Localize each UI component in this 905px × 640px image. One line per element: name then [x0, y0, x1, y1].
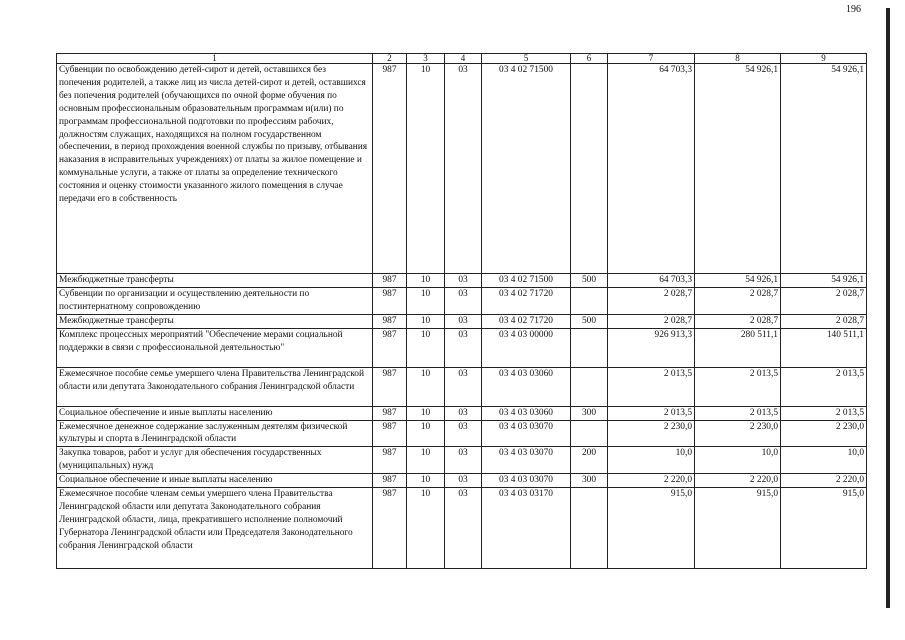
- amount-year-2: 915,0: [695, 488, 781, 569]
- code-ministry: 987: [373, 287, 407, 314]
- table-row: [57, 420, 867, 447]
- row-description: Субвенции по освобождению детей-сирот и детей, оставшихся без попечения родителей, а также лиц из числа детей-сирот и детей, оставшихся без попечения родителей (обучающихся по очной форме обучения по основным профессиональным образовательным программам и(или) по программам профессиональной подготовки по профессиям рабочих, должностям служащих, находящихся на полном государственном обеспечении, в период прохождения военной службы по призыву, отбывания наказания в исправительных учреждениях) от платы за жилое помещение и коммунальные услуги, а также от платы за определение технического состояния и оценку стоимости указанного жилого помещения в случае передачи его в собственность: [57, 64, 373, 274]
- row-description: Социальное обеспечение и иные выплаты населению: [57, 474, 373, 488]
- row-description: Ежемесячное денежное содержание заслуженным деятелям физической культуры и спорта в Ленинградской области: [57, 420, 373, 447]
- amount-year-1: 2 028,7: [608, 287, 695, 314]
- table-row: [57, 287, 867, 314]
- code-ministry: 987: [373, 367, 407, 406]
- amount-year-3: 54 926,1: [781, 64, 867, 274]
- amount-year-1: 10,0: [608, 447, 695, 474]
- amount-year-1: 64 703,3: [608, 274, 695, 288]
- code-target-article: 03 4 02 71500: [482, 64, 571, 274]
- code-subsection: 03: [445, 406, 482, 420]
- table-row: [57, 406, 867, 420]
- code-expense-type: 300: [571, 474, 608, 488]
- amount-year-1: 64 703,3: [608, 64, 695, 274]
- row-description: Межбюджетные трансферты: [57, 314, 373, 328]
- amount-year-2: 2 013,5: [695, 367, 781, 406]
- amount-year-3: 2 028,7: [781, 287, 867, 314]
- code-target-article: 03 4 03 03070: [482, 447, 571, 474]
- code-ministry: 987: [373, 64, 407, 274]
- code-target-article: 03 4 03 03070: [482, 420, 571, 447]
- code-ministry: 987: [373, 474, 407, 488]
- amount-year-2: 2 013,5: [695, 406, 781, 420]
- amount-year-1: 2 013,5: [608, 367, 695, 406]
- row-description: Субвенции по организации и осуществлению деятельности по постинтернатному сопровождению: [57, 287, 373, 314]
- code-section: 10: [407, 274, 445, 288]
- header-cell: 6: [571, 54, 608, 64]
- amount-year-3: 2 028,7: [781, 314, 867, 328]
- header-cell: 2: [373, 54, 407, 64]
- code-subsection: 03: [445, 488, 482, 569]
- header-cell: 4: [445, 54, 482, 64]
- table-header-row: [57, 54, 867, 64]
- code-subsection: 03: [445, 328, 482, 367]
- page-number: 196: [846, 4, 861, 15]
- code-subsection: 03: [445, 314, 482, 328]
- row-description: Межбюджетные трансферты: [57, 274, 373, 288]
- amount-year-3: 54 926,1: [781, 274, 867, 288]
- code-expense-type: 200: [571, 447, 608, 474]
- amount-year-3: 2 013,5: [781, 367, 867, 406]
- code-subsection: 03: [445, 274, 482, 288]
- code-expense-type: [571, 367, 608, 406]
- code-target-article: 03 4 02 71720: [482, 314, 571, 328]
- amount-year-3: 2 220,0: [781, 474, 867, 488]
- code-section: 10: [407, 64, 445, 274]
- code-target-article: 03 4 03 03060: [482, 367, 571, 406]
- amount-year-1: 2 230,0: [608, 420, 695, 447]
- code-ministry: 987: [373, 274, 407, 288]
- code-target-article: 03 4 03 03070: [482, 474, 571, 488]
- amount-year-2: 280 511,1: [695, 328, 781, 367]
- table-row: [57, 447, 867, 474]
- code-section: 10: [407, 420, 445, 447]
- amount-year-2: 2 220,0: [695, 474, 781, 488]
- code-section: 10: [407, 474, 445, 488]
- code-expense-type: 300: [571, 406, 608, 420]
- code-ministry: 987: [373, 314, 407, 328]
- code-expense-type: [571, 328, 608, 367]
- code-section: 10: [407, 314, 445, 328]
- code-section: 10: [407, 367, 445, 406]
- amount-year-2: 54 926,1: [695, 64, 781, 274]
- code-expense-type: [571, 287, 608, 314]
- table-row: [57, 64, 867, 274]
- amount-year-1: 2 028,7: [608, 314, 695, 328]
- amount-year-2: 10,0: [695, 447, 781, 474]
- code-section: 10: [407, 406, 445, 420]
- amount-year-3: 2 013,5: [781, 406, 867, 420]
- amount-year-3: 140 511,1: [781, 328, 867, 367]
- code-subsection: 03: [445, 367, 482, 406]
- code-expense-type: [571, 64, 608, 274]
- code-expense-type: [571, 488, 608, 569]
- amount-year-2: 2 028,7: [695, 314, 781, 328]
- row-description: Закупка товаров, работ и услуг для обеспечения государственных (муниципальных) нужд: [57, 447, 373, 474]
- code-ministry: 987: [373, 328, 407, 367]
- code-subsection: 03: [445, 64, 482, 274]
- code-section: 10: [407, 488, 445, 569]
- header-cell: 9: [781, 54, 867, 64]
- code-subsection: 03: [445, 474, 482, 488]
- code-target-article: 03 4 03 03170: [482, 488, 571, 569]
- amount-year-3: 10,0: [781, 447, 867, 474]
- code-ministry: 987: [373, 406, 407, 420]
- amount-year-2: 54 926,1: [695, 274, 781, 288]
- table-row: [57, 314, 867, 328]
- row-description: Ежемесячное пособие членам семьи умершего члена Правительства Ленинградской области или депутата Законодательного собрания Ленинградской области, лица, прекратившего исполнение полномочий Губернатора Ленинградской области или Председателя Законодательного собрания Ленинградской области: [57, 488, 373, 569]
- row-description: Ежемесячное пособие семье умершего члена Правительства Ленинградской области или депутата Законодательного собрания Ленинградской области: [57, 367, 373, 406]
- code-section: 10: [407, 328, 445, 367]
- amount-year-1: 926 913,3: [608, 328, 695, 367]
- header-cell: 5: [482, 54, 571, 64]
- code-section: 10: [407, 287, 445, 314]
- budget-table: [56, 53, 867, 569]
- code-subsection: 03: [445, 287, 482, 314]
- code-subsection: 03: [445, 420, 482, 447]
- amount-year-3: 915,0: [781, 488, 867, 569]
- row-description: Комплекс процессных мероприятий "Обеспечение мерами социальной поддержки в связи с профессиональной деятельностью": [57, 328, 373, 367]
- amount-year-2: 2 028,7: [695, 287, 781, 314]
- code-target-article: 03 4 02 71720: [482, 287, 571, 314]
- code-section: 10: [407, 447, 445, 474]
- amount-year-1: 2 013,5: [608, 406, 695, 420]
- code-ministry: 987: [373, 488, 407, 569]
- code-expense-type: 500: [571, 314, 608, 328]
- row-description: Социальное обеспечение и иные выплаты населению: [57, 406, 373, 420]
- header-cell: 8: [695, 54, 781, 64]
- amount-year-3: 2 230,0: [781, 420, 867, 447]
- amount-year-1: 915,0: [608, 488, 695, 569]
- code-target-article: 03 4 02 71500: [482, 274, 571, 288]
- table-row: [57, 367, 867, 406]
- code-subsection: 03: [445, 447, 482, 474]
- scan-edge-shadow: [886, 8, 890, 608]
- amount-year-2: 2 230,0: [695, 420, 781, 447]
- code-expense-type: 500: [571, 274, 608, 288]
- code-expense-type: [571, 420, 608, 447]
- amount-year-1: 2 220,0: [608, 474, 695, 488]
- code-ministry: 987: [373, 447, 407, 474]
- table-row: [57, 328, 867, 367]
- table-row: [57, 488, 867, 569]
- header-cell: 7: [608, 54, 695, 64]
- header-cell: 3: [407, 54, 445, 64]
- code-target-article: 03 4 03 03060: [482, 406, 571, 420]
- header-cell: 1: [57, 54, 373, 64]
- code-target-article: 03 4 03 00000: [482, 328, 571, 367]
- table-row: [57, 474, 867, 488]
- table-row: [57, 274, 867, 288]
- code-ministry: 987: [373, 420, 407, 447]
